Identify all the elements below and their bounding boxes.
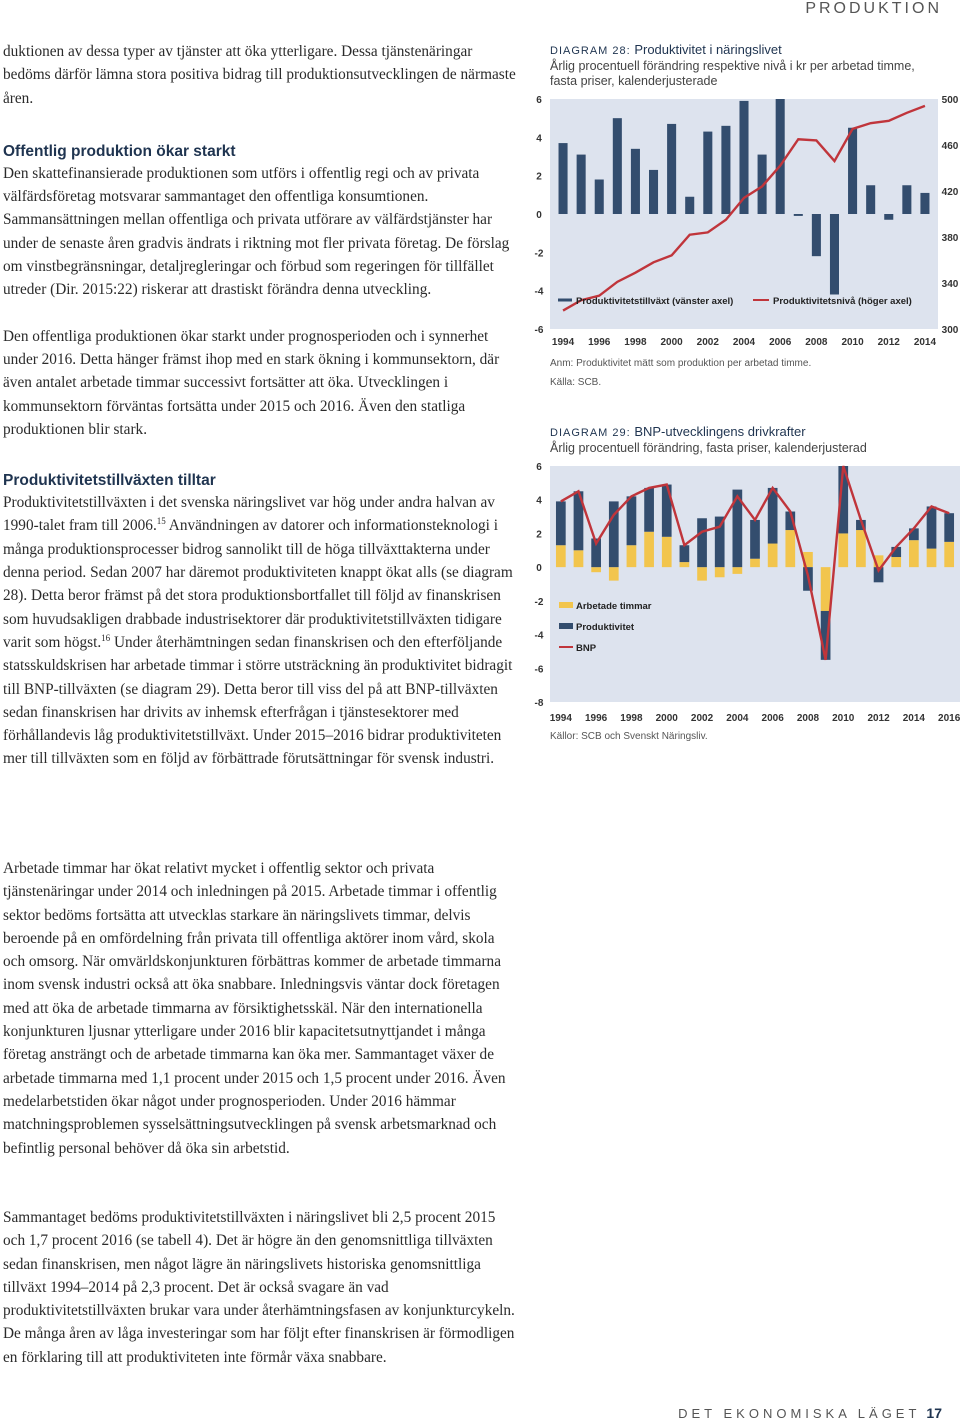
diagram-28-note: Anm: Produktivitet mätt som produktion per arbetad timme. <box>550 358 812 369</box>
hours-bar-2013 <box>891 557 901 567</box>
intro-paragraph: duktionen av dessa typer av tjänster att öka ytterligare. Dessa tjänstenäringar bedöms därför lämna stora positiva bidrag till produktionsutvecklingen de närmaste åren. <box>3 43 516 107</box>
section2-paragraph1: Produktivitetstillväxten i det svenska näringslivet var hög under andra halvan av 1990-talet fram till 2006.15 Användningen av datorer och informationsteknologi i många produktionsprocesser bidrog sannolikt till de höga tillväxttakterna under denna period. Sedan 2007 har däremot produktiviteten knappt ökat alls (se diagram 28). Detta beror främst på det stora produktionsbortfallet till följd av finanskrisen som huvudsakligen drabbade industrisektorer där produktivitetstillväxten tidigare varit som högst.$^{16}$ Under återhämtningen sedan finanskrisen och den efterföljande statsskuldskrisen har arbetade timmar i större utsträckning än produktivitet bidragit till BNP-tillväxten (se diagram 29). Detta beror till viss del på att BNP-tillväxten sedan finanskrisen har drivits av inhemsk efterfrågan i tjänstesektorer med förhållandevis låg produktivitetstillväxt. Under 2015–2016 bidrar produktiviteten mer till tillväxten som en följd av förbättrade förutsättningar för svensk industri. <box>3 494 513 768</box>
productivity-bar-2002 <box>697 518 707 567</box>
right-axis-tick-label: 500 <box>941 95 959 106</box>
x-axis-tick-label: 2004 <box>732 337 756 348</box>
bar-2009 <box>830 214 839 295</box>
hours-bar-2000 <box>662 537 672 567</box>
footer-title: DET EKONOMISKA LÄGET <box>678 1406 921 1421</box>
right-axis-tick-label: 300 <box>941 325 959 336</box>
bar-2003 <box>721 126 730 214</box>
hours-bar-1997 <box>609 567 619 580</box>
footnote-ref-16[interactable]: 16 <box>101 632 111 643</box>
bar-2006 <box>776 99 785 214</box>
bar-1995 <box>577 155 586 214</box>
bar-2001 <box>685 197 694 214</box>
x-axis-tick-label: 2004 <box>726 713 749 724</box>
section1-paragraph2: Den offentliga produktionen ökar starkt under prognosperioden och i synnerhet under 2016. Detta hänger främst ihop med en stark ökning i kommunsektorn, där även antalet arbetade timmar successivt fortsätter att öka. Utvecklingen i kommunsektorn förväntas fortsätta under 2015 och 2016. Även den statliga produktionen blir stark. <box>3 327 500 438</box>
legend-label-gdp: BNP <box>576 643 597 654</box>
x-axis-tick-label: 1998 <box>620 713 643 724</box>
y-axis-tick-label: -2 <box>534 596 544 608</box>
x-axis-tick-label: 2006 <box>769 337 792 348</box>
page-footer <box>678 1405 942 1421</box>
diagram-28-source: Källa: SCB. <box>550 377 602 388</box>
page-number: 17 <box>926 1405 942 1421</box>
legend-label-hours: Arbetade timmar <box>576 601 652 612</box>
productivity-bar-2015 <box>927 506 937 548</box>
hours-bar-1996 <box>591 567 601 572</box>
x-axis-tick-label: 2008 <box>796 713 820 724</box>
legend-label-level: Produktivitetsnivå (höger axel) <box>773 296 912 307</box>
hours-bar-2014 <box>909 540 919 567</box>
left-axis-tick-label: -6 <box>534 325 544 336</box>
right-axis-tick-label: 340 <box>941 279 959 290</box>
hours-bar-2010 <box>838 533 848 567</box>
productivity-bar-2001 <box>680 545 690 562</box>
x-axis-tick-label: 1994 <box>551 337 575 348</box>
hours-bar-2011 <box>856 530 866 567</box>
bar-2000 <box>667 124 676 214</box>
x-axis-tick-label: 2008 <box>805 337 828 348</box>
section1-paragraph1: Den skattefinansierade produktionen som utförs i offentlig regi och av privata välfärdsföretag motsvarar sammantaget den offentliga konsumtionen. Sammansättningen mellan offentliga och privata utförare av välfärdstjänster har under de senaste åren gradvis ändrats i riktning mot fler privata företag. De förslag om vinstbegränsningar, detaljregleringar och förbud som regeringen för tillfället utreder (Dir. 2015:22) riskerar att drastiskt förändra denna utveckling. <box>3 164 510 299</box>
x-axis-tick-label: 2012 <box>877 337 900 348</box>
hours-bar-1998 <box>627 545 637 567</box>
legend-swatch-hours <box>559 602 573 608</box>
hours-bar-2007 <box>785 530 795 567</box>
diagram-29-chart <box>533 456 960 728</box>
productivity-bar-2005 <box>750 520 760 559</box>
x-axis-tick-label: 2002 <box>690 713 714 724</box>
bar-1997 <box>613 118 622 214</box>
x-axis-tick-label: 2016 <box>938 713 960 724</box>
bar-2013 <box>902 185 911 214</box>
x-axis-tick-label: 2014 <box>902 713 925 724</box>
running-header: PRODUKTION <box>805 0 942 17</box>
bar-2011 <box>866 185 875 214</box>
hours-bar-2004 <box>732 567 742 574</box>
hours-bar-2015 <box>927 549 937 568</box>
bar-2008 <box>812 214 821 256</box>
hours-bar-2001 <box>680 562 690 567</box>
section-heading-offentlig: Offentlig produktion ökar starkt <box>3 142 236 160</box>
x-axis-tick-label: 2000 <box>655 713 678 724</box>
y-axis-tick-label: 4 <box>536 495 542 507</box>
x-axis-tick-label: 1996 <box>588 337 611 348</box>
bar-1994 <box>559 143 568 214</box>
hours-bar-1994 <box>556 545 566 567</box>
hours-bar-2009 <box>821 567 831 611</box>
right-axis-tick-label: 420 <box>941 187 959 198</box>
hours-bar-1999 <box>644 532 654 567</box>
y-axis-tick-label: -8 <box>534 698 544 709</box>
plot-area <box>550 466 960 702</box>
productivity-bar-1994 <box>556 501 566 545</box>
bar-1999 <box>649 170 658 214</box>
x-axis-tick-label: 1994 <box>549 713 572 724</box>
y-axis-tick-label: 6 <box>536 462 542 473</box>
bar-2012 <box>884 214 893 220</box>
paragraph-arbetade-timmar: Arbetade timmar har ökat relativt mycket i offentlig sektor och privata tjänstenäringar under 2014 och inledningen på 2015. Arbetade timmar i offentlig sektor bedöms fortsätta att utvecklas starkare än näringslivets timmar, delvis beroende på en omfördelning från privata till offentliga aktörer inom vård, skola och omsorg. När omvärldskonjunkturen förbättras kommer de arbetade timmarna inom svensk industri också att öka snabbare. Inledningsvis väntar dock företagen med att öka de arbetade timmarna av försiktighetsskäl. När den internationella konjunkturen ljusnar ytterligare under 2016 blir kapacitetsutnyttjandet i många företag ansträngt och de arbetade timmarna kan öka mer. Sammantaget växer de arbetade timmarna med 1,1 procent under 2015 och 1,5 procent under 2016. Även medelarbetstiden ökar något under prognosperioden. Under 2016 hämmar matchningsproblemen sysselsättningsutvecklingen på svensk arbetsmarknad och befintlig personal behöver då öka sin arbetstid. <box>3 860 506 1157</box>
productivity-bar-2014 <box>909 528 919 540</box>
footnote-ref-15[interactable]: 15 <box>156 516 166 527</box>
hours-bar-2006 <box>768 544 778 568</box>
paragraph-sammantaget: Sammantaget bedöms produktivitetstillväxten i näringslivet bli 2,5 procent 2015 och 1,7 procent 2016 (se tabell 4). Det är högre än den genomsnittliga tillväxten sedan finanskrisen, men något lägre än näringslivets historiska genomsnittliga tillväxt 1994–2014 på 2,3 procent. Det är också svagare än vad produktivitetstillväxten brukar vara under återhämtningsfasen av konjunkturcykeln. De många åren av låga investeringar som har följt efter finanskrisen är förmodligen en förklaring till att produktiviteten inte förmår växa snabbare. <box>3 1209 515 1366</box>
x-axis-tick-label: 2014 <box>913 337 937 348</box>
diagram-29-source: Källor: SCB och Svenskt Näringsliv. <box>550 731 708 742</box>
diagram-29 <box>533 424 960 744</box>
right-axis-tick-label: 380 <box>941 233 959 244</box>
bar-1998 <box>631 149 640 214</box>
y-axis-tick-label: -6 <box>534 664 544 676</box>
bar-2014 <box>920 193 929 214</box>
right-axis-tick-label: 460 <box>941 141 959 152</box>
left-axis-tick-label: -4 <box>534 286 544 298</box>
x-axis-tick-label: 2000 <box>660 337 683 348</box>
x-axis-tick-label: 2010 <box>832 713 855 724</box>
legend-label-productivity: Produktivitet <box>576 622 635 633</box>
x-axis-tick-label: 1998 <box>624 337 647 348</box>
x-axis-tick-label: 2006 <box>761 713 784 724</box>
left-axis-tick-label: -2 <box>534 248 544 260</box>
diagram-28-title: DIAGRAM 28: Produktivitet i näringslivet <box>550 42 782 57</box>
left-column <box>3 40 520 771</box>
hours-bar-2005 <box>750 559 760 567</box>
x-axis-tick-label: 1996 <box>585 713 608 724</box>
y-axis-tick-label: -4 <box>534 630 544 642</box>
bar-2007 <box>794 214 803 216</box>
y-axis-tick-label: 2 <box>536 529 542 541</box>
diagram-28 <box>533 42 960 390</box>
left-axis-tick-label: 4 <box>536 133 542 145</box>
diagram-29-subtitle: Årlig procentuell förändring, fasta priser, kalenderjusterad <box>550 441 867 455</box>
diagram-28-chart <box>533 89 960 351</box>
productivity-bar-1999 <box>644 488 654 532</box>
left-axis-tick-label: 6 <box>536 95 542 106</box>
section-heading-produktivitet: Produktivitetstillväxten tilltar <box>3 472 216 490</box>
y-axis-tick-label: 0 <box>536 563 542 575</box>
hours-bar-2002 <box>697 567 707 580</box>
x-axis-tick-label: 2012 <box>867 713 890 724</box>
hours-bar-2016 <box>944 542 954 567</box>
productivity-bar-2016 <box>944 513 954 542</box>
diagram-28-subtitle: Årlig procentuell förändring respektive nivå i kr per arbetad timme, fasta priser, kalenderjusterade <box>550 59 915 88</box>
legend-label-growth: Produktivitetstillväxt (vänster axel) <box>576 296 734 307</box>
x-axis-tick-label: 2010 <box>841 337 864 348</box>
productivity-bar-2003 <box>715 517 725 568</box>
left-axis-tick-label: 2 <box>536 171 542 183</box>
legend-swatch-productivity <box>559 623 573 629</box>
left-axis-tick-label: 0 <box>536 210 542 221</box>
productivity-bar-1998 <box>627 496 637 545</box>
x-axis-tick-label: 2002 <box>696 337 719 348</box>
hours-bar-2003 <box>715 567 725 577</box>
bar-2002 <box>703 132 712 214</box>
diagram-29-title: DIAGRAM 29: BNP-utvecklingens drivkrafter <box>550 424 806 439</box>
bar-2010 <box>848 128 857 214</box>
bar-1996 <box>595 180 604 215</box>
hours-bar-1995 <box>574 550 584 567</box>
